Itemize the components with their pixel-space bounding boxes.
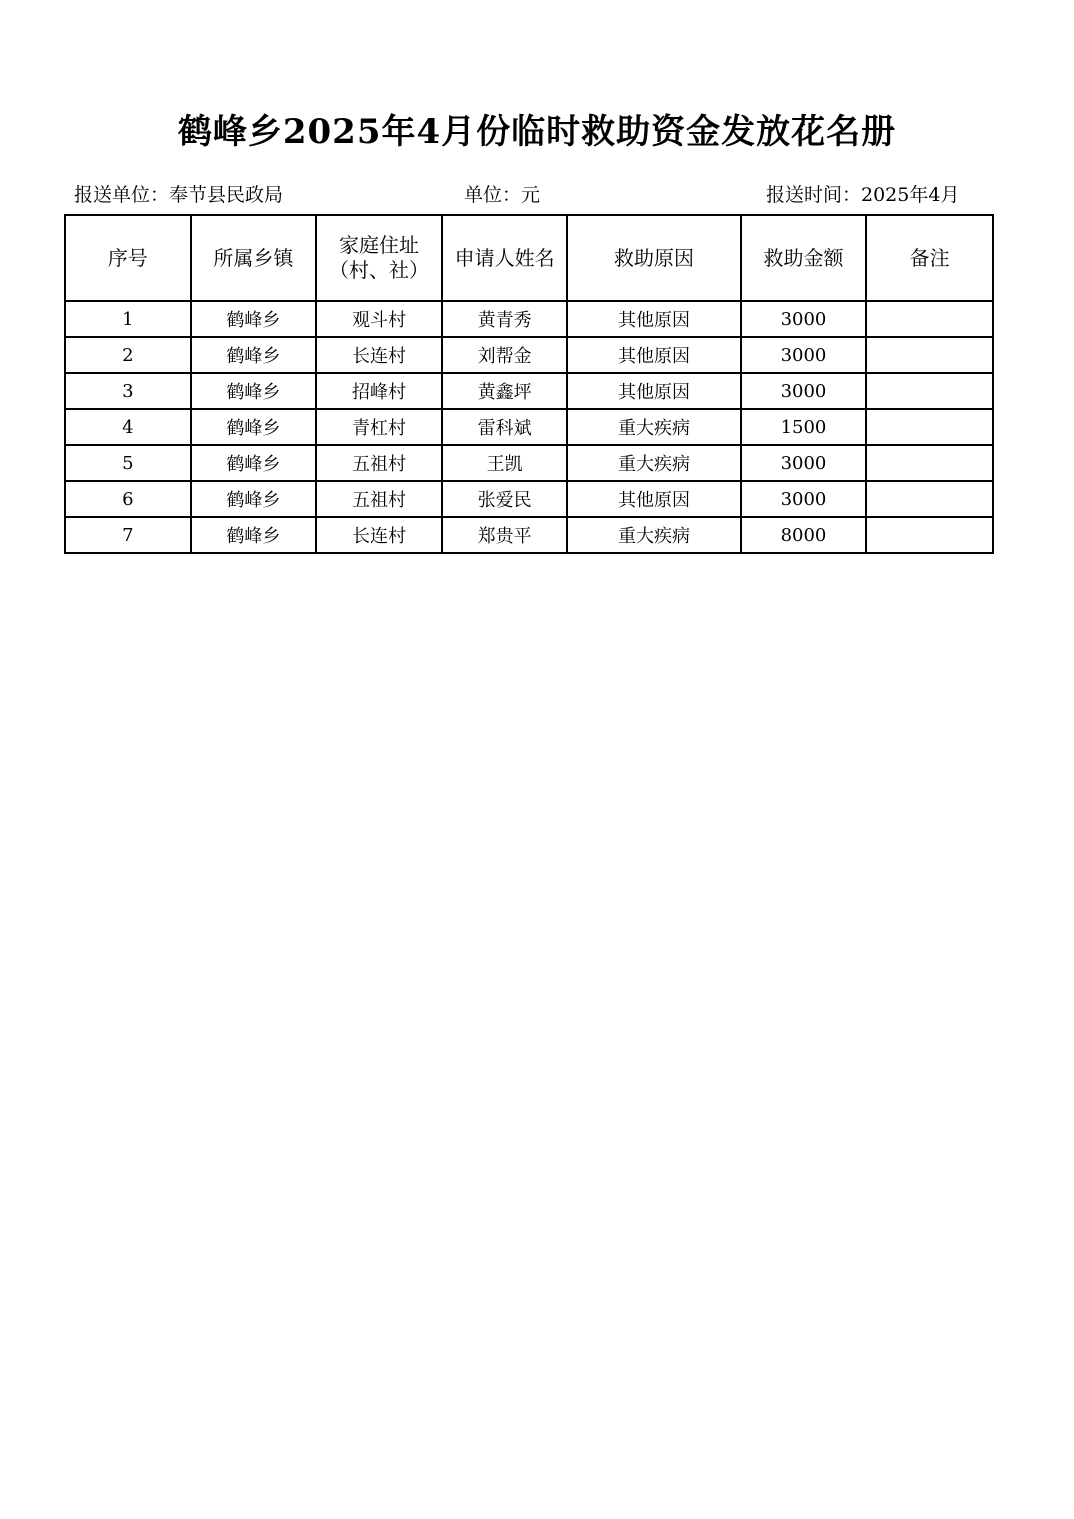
cell-applicant: 郑贵平	[442, 517, 568, 553]
header-address-line1: 家庭住址	[339, 233, 420, 257]
cell-applicant: 王凯	[442, 445, 568, 481]
table-row	[65, 301, 993, 337]
cell-applicant: 刘帮金	[442, 337, 568, 373]
cell-town: 鹤峰乡	[191, 409, 317, 445]
cell-applicant: 黄青秀	[442, 301, 568, 337]
cell-note	[866, 517, 993, 553]
cell-note	[866, 445, 993, 481]
table-row	[65, 445, 993, 481]
cell-applicant: 张爱民	[442, 481, 568, 517]
currency-unit: 单位：元	[464, 184, 541, 206]
cell-seq: 3	[65, 373, 191, 409]
cell-reason: 其他原因	[567, 337, 740, 373]
table-row	[65, 517, 993, 553]
cell-amount: 3000	[741, 481, 867, 517]
cell-seq: 1	[65, 301, 191, 337]
cell-note	[866, 337, 993, 373]
cell-address: 长连村	[316, 517, 442, 553]
cell-town: 鹤峰乡	[191, 445, 317, 481]
table-row	[65, 337, 993, 373]
relief-roster-table	[64, 214, 994, 554]
cell-reason: 重大疾病	[567, 517, 740, 553]
cell-note	[866, 373, 993, 409]
header-amount: 救助金额	[741, 215, 867, 301]
cell-address: 五祖村	[316, 481, 442, 517]
cell-seq: 5	[65, 445, 191, 481]
cell-seq: 4	[65, 409, 191, 445]
table-header-row	[65, 215, 993, 301]
header-town: 所属乡镇	[191, 215, 317, 301]
cell-town: 鹤峰乡	[191, 337, 317, 373]
page-title: 鹤峰乡2025年4月份临时救助资金发放花名册	[177, 112, 897, 152]
header-reason: 救助原因	[567, 215, 740, 301]
header-address-line2: （村、社）	[329, 258, 430, 282]
cell-address: 招峰村	[316, 373, 442, 409]
cell-amount: 3000	[741, 337, 867, 373]
cell-address: 观斗村	[316, 301, 442, 337]
reporting-time: 报送时间：2025年4月	[766, 184, 960, 206]
table-row	[65, 481, 993, 517]
reporting-unit: 报送单位：奉节县民政局	[74, 184, 284, 206]
header-note: 备注	[866, 215, 993, 301]
cell-address: 青杠村	[316, 409, 442, 445]
cell-note	[866, 301, 993, 337]
cell-address: 五祖村	[316, 445, 442, 481]
cell-note	[866, 409, 993, 445]
cell-seq: 2	[65, 337, 191, 373]
cell-seq: 7	[65, 517, 191, 553]
cell-amount: 8000	[741, 517, 867, 553]
cell-town: 鹤峰乡	[191, 517, 317, 553]
cell-town: 鹤峰乡	[191, 301, 317, 337]
cell-town: 鹤峰乡	[191, 481, 317, 517]
cell-amount: 3000	[741, 301, 867, 337]
cell-reason: 其他原因	[567, 301, 740, 337]
cell-reason: 重大疾病	[567, 409, 740, 445]
header-applicant: 申请人姓名	[442, 215, 568, 301]
cell-applicant: 黄鑫坪	[442, 373, 568, 409]
table-row	[65, 409, 993, 445]
table-body	[65, 301, 993, 553]
cell-reason: 其他原因	[567, 373, 740, 409]
cell-town: 鹤峰乡	[191, 373, 317, 409]
cell-amount: 1500	[741, 409, 867, 445]
cell-applicant: 雷科斌	[442, 409, 568, 445]
cell-amount: 3000	[741, 373, 867, 409]
header-seq: 序号	[65, 215, 191, 301]
header-address	[316, 215, 442, 301]
cell-amount: 3000	[741, 445, 867, 481]
cell-reason: 重大疾病	[567, 445, 740, 481]
cell-seq: 6	[65, 481, 191, 517]
cell-note	[866, 481, 993, 517]
cell-address: 长连村	[316, 337, 442, 373]
meta-row	[0, 180, 1074, 210]
cell-reason: 其他原因	[567, 481, 740, 517]
table-row	[65, 373, 993, 409]
